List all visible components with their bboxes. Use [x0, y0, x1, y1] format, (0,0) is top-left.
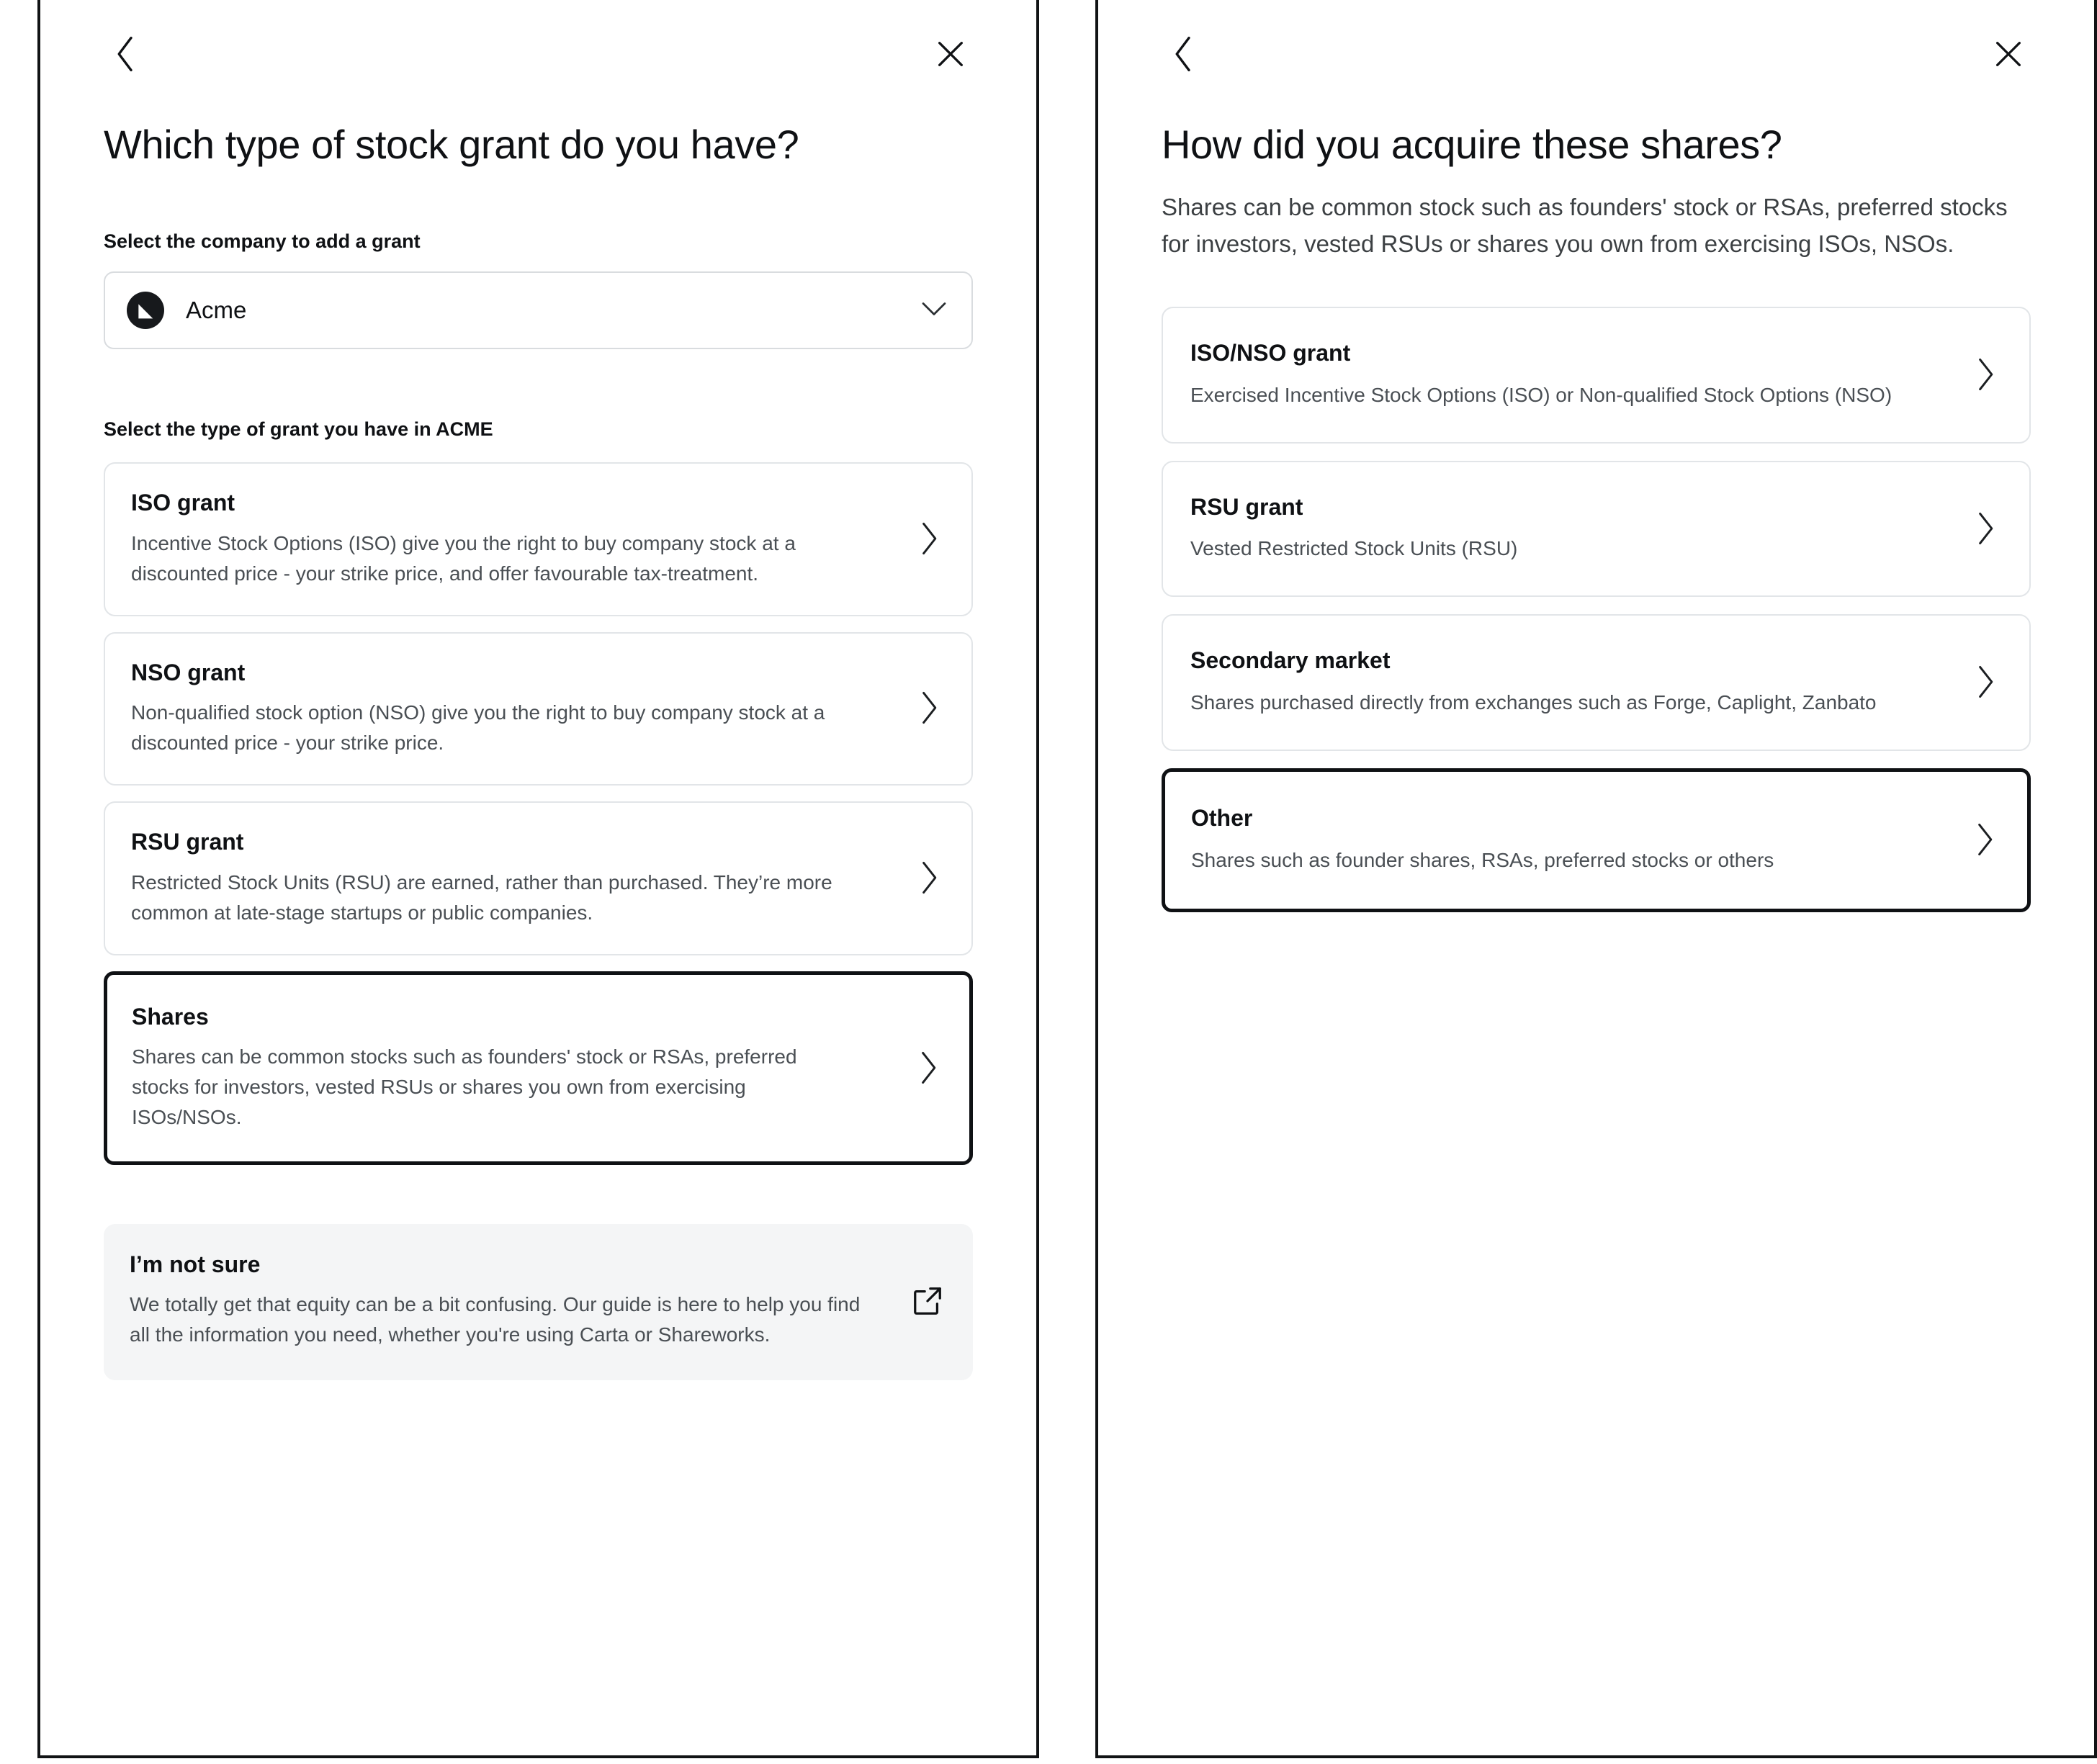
acquire-option-rsu-desc: Vested Restricted Stock Units (RSU) [1190, 537, 1518, 560]
acquire-option-rsu-body [1190, 492, 1947, 564]
not-sure-desc: We totally get that equity can be a bit confusing. Our guide is here to help you find all the information you need, whether you're using Carta or Shareworks. [130, 1293, 861, 1346]
external-link-icon[interactable] [911, 1284, 944, 1318]
chevron-right-icon [1969, 664, 2002, 700]
company-select-value: Acme [186, 297, 247, 323]
chevron-right-icon [912, 690, 946, 726]
grant-option-iso-desc: Incentive Stock Options (ISO) give you the right to buy company stock at a discounted price - your strike price, and offer favourable tax-treatment. [131, 531, 796, 585]
acquire-option-secondary-market-desc: Shares purchased directly from exchanges such as Forge, Caplight, Zanbato [1190, 691, 1877, 714]
grant-option-shares-body [132, 1002, 890, 1133]
acquire-option-other-body [1191, 804, 1946, 876]
acquire-option-rsu[interactable] [1162, 461, 2031, 598]
grant-type-label: Select the type of grant you have in ACME [104, 418, 493, 440]
chevron-right-icon [912, 860, 946, 896]
grant-option-iso[interactable] [104, 462, 973, 616]
close-button[interactable] [928, 32, 973, 76]
grant-option-shares-title: Shares [132, 1003, 209, 1030]
acquire-option-iso-nso-body [1190, 338, 1947, 410]
not-sure-info-box[interactable] [104, 1224, 973, 1380]
chevron-right-icon [912, 521, 946, 557]
acquire-option-iso-nso-title: ISO/NSO grant [1190, 340, 1351, 366]
page-subtitle: Shares can be common stock such as founders' stock or RSAs, preferred stocks for investors, vested RSUs or shares you own from exercising ISOs, NSOs. [1162, 194, 2008, 258]
grant-option-rsu-body [131, 827, 891, 928]
back-button[interactable] [1162, 32, 1206, 76]
company-select-value-group [127, 292, 246, 329]
acquire-option-secondary-market[interactable] [1162, 614, 2031, 751]
chevron-right-icon [1969, 356, 2002, 392]
grant-option-rsu-desc: Restricted Stock Units (RSU) are earned, rather than purchased. They’re more common at late-stage startups or public companies. [131, 870, 832, 924]
chevron-right-icon [1969, 510, 2002, 546]
grant-option-iso-body [131, 488, 891, 589]
chevron-right-icon [1968, 822, 2001, 858]
back-button[interactable] [104, 32, 148, 76]
close-button[interactable] [1986, 32, 2031, 76]
acquire-option-other[interactable] [1162, 768, 2031, 912]
company-select-label: Select the company to add a grant [104, 230, 421, 252]
acquire-option-other-desc: Shares such as founder shares, RSAs, preferred stocks or others [1191, 848, 1774, 871]
grant-option-nso-desc: Non-qualified stock option (NSO) give you the right to buy company stock at a discounted price - your strike price. [131, 701, 825, 755]
left-panel-content [40, 120, 1036, 1380]
chevron-right-icon [912, 1050, 945, 1086]
chevron-left-icon [1172, 34, 1196, 74]
page-title: Which type of stock grant do you have? [104, 122, 799, 167]
right-panel-topbar [1098, 0, 2094, 108]
acquire-option-other-title: Other [1191, 805, 1253, 832]
grant-option-shares-desc: Shares can be common stocks such as founders' stock or RSAs, preferred stocks for investors, vested RSUs or shares you own from exercising ISOs/NSOs. [132, 1045, 797, 1129]
grant-option-nso-body [131, 658, 891, 759]
acquire-option-secondary-market-title: Secondary market [1190, 647, 1391, 674]
grant-option-rsu-title: RSU grant [131, 829, 244, 855]
left-panel-topbar [40, 0, 1036, 108]
grant-option-nso-title: NSO grant [131, 659, 246, 685]
acquire-options-list [1162, 307, 2031, 912]
not-sure-title: I’m not sure [130, 1251, 261, 1278]
grant-option-iso-title: ISO grant [131, 490, 235, 516]
acquire-option-secondary-market-body [1190, 646, 1947, 718]
close-icon [1992, 37, 2025, 71]
grant-option-shares[interactable] [104, 971, 973, 1166]
acquire-option-iso-nso-desc: Exercised Incentive Stock Options (ISO) or Non-qualified Stock Options (NSO) [1190, 383, 1892, 406]
not-sure-body [130, 1251, 889, 1350]
chevron-down-icon [921, 301, 947, 320]
stock-grant-type-panel [37, 0, 1039, 1758]
acquire-shares-panel [1095, 0, 2097, 1758]
grant-option-nso[interactable] [104, 632, 973, 786]
acquire-option-iso-nso[interactable] [1162, 307, 2031, 444]
chevron-left-icon [114, 34, 138, 74]
page-title: How did you acquire these shares? [1162, 122, 1782, 167]
grant-option-rsu[interactable] [104, 801, 973, 955]
close-icon [934, 37, 967, 71]
right-panel-content [1098, 120, 2094, 912]
company-avatar-icon: ◣ [127, 292, 164, 329]
company-select[interactable] [104, 271, 973, 349]
acquire-option-rsu-title: RSU grant [1190, 493, 1303, 520]
